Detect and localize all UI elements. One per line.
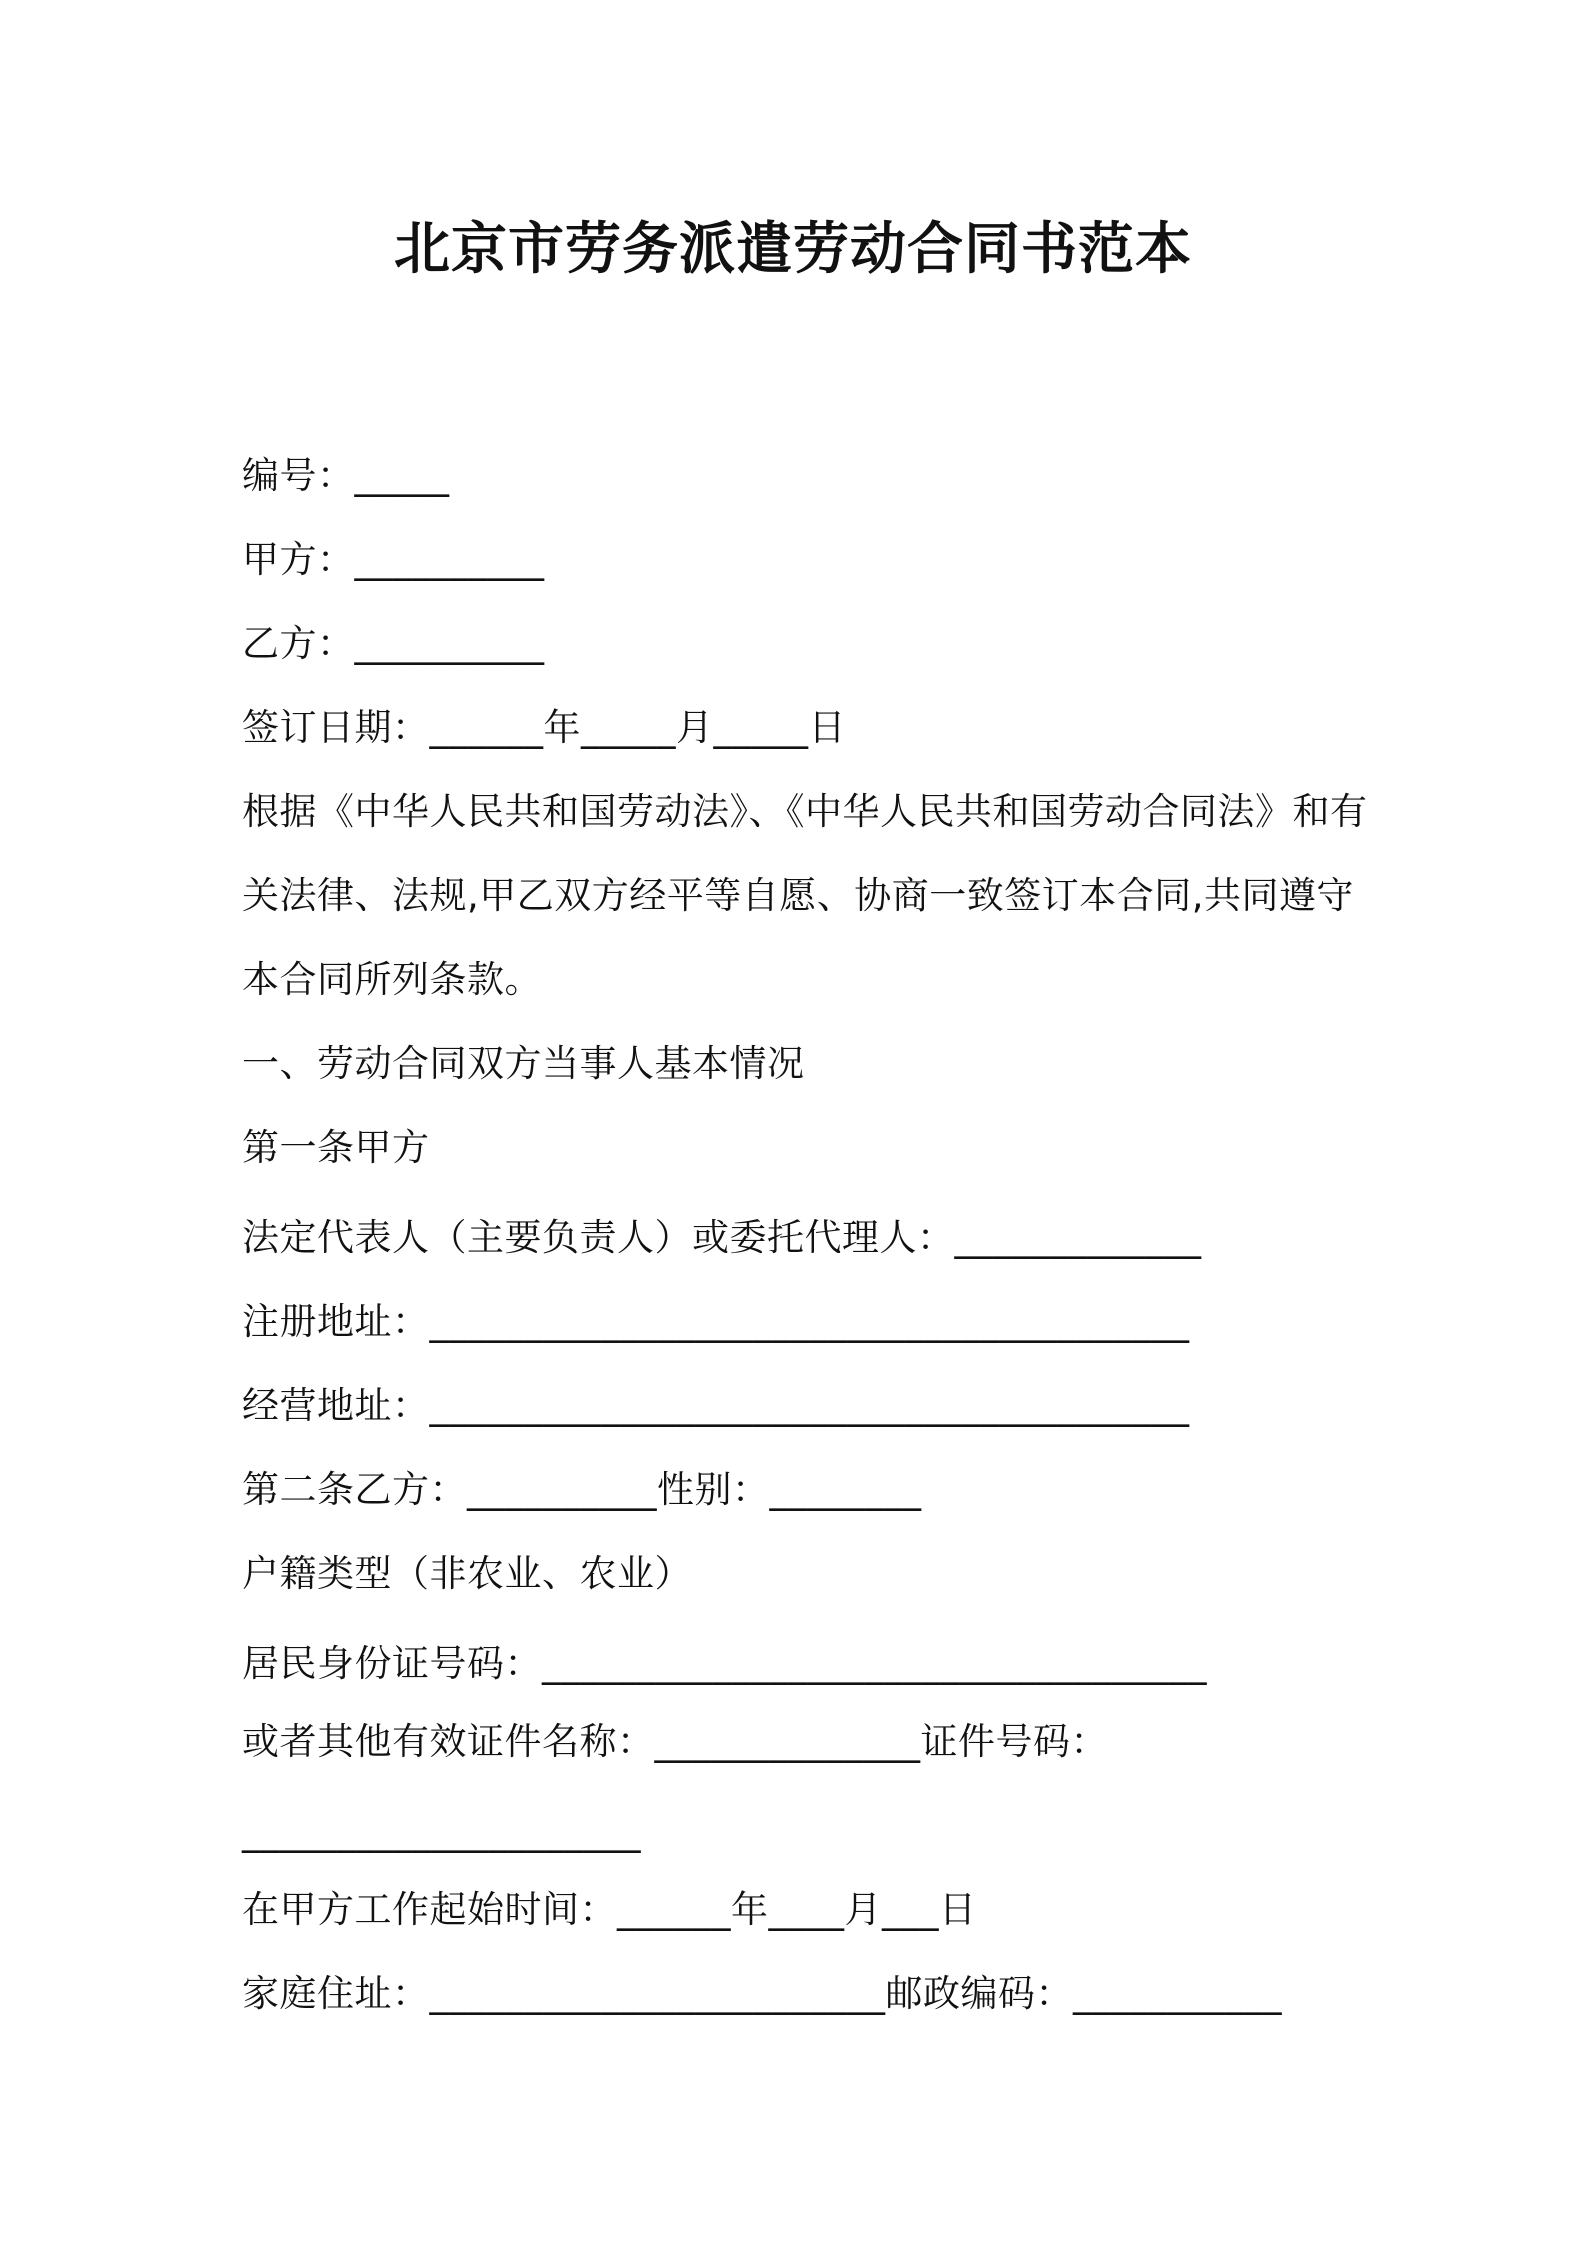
article-2-party-b-line: 第二条乙方：__________性别：________ (242, 1468, 922, 1511)
id-number-blank-line: _____________________ (242, 1810, 641, 1853)
party-b-line: 乙方：__________ (242, 622, 545, 665)
section-heading-1: 一、劳动合同双方当事人基本情况 (242, 1042, 805, 1085)
home-address-line: 家庭住址：________________________邮政编码：___________ (242, 1972, 1282, 2015)
household-type-line: 户籍类型（非农业、农业） (242, 1552, 692, 1595)
preamble-line-1: 根据《中华人民共和国劳动法》、《中华人民共和国劳动合同法》和有 (242, 790, 1368, 833)
start-date-line: 在甲方工作起始时间：______年____月___日 (242, 1888, 977, 1931)
document-title: 北京市劳务派遣劳动合同书范本 (394, 217, 1192, 282)
business-address-line: 经营地址：________________________________________ (242, 1384, 1190, 1427)
legal-representative-line: 法定代表人（主要负责人）或委托代理人：_____________ (242, 1216, 1202, 1259)
article-1-heading: 第一条甲方 (242, 1126, 430, 1169)
contract-number-line: 编号：_____ (242, 454, 450, 497)
registered-address-line: 注册地址：________________________________________ (242, 1300, 1190, 1343)
party-a-line: 甲方：__________ (242, 538, 545, 581)
preamble-line-3: 本合同所列条款。 (242, 958, 542, 1001)
id-number-line: 居民身份证号码：___________________________________ (242, 1642, 1207, 1685)
preamble-line-2: 关法律、法规,甲乙双方经平等自愿、协商一致签订本合同,共同遵守 (242, 874, 1355, 917)
signing-date-line: 签订日期：______年_____月_____日 (242, 706, 846, 749)
other-id-line: 或者其他有效证件名称：______________证件号码： (242, 1720, 1108, 1763)
